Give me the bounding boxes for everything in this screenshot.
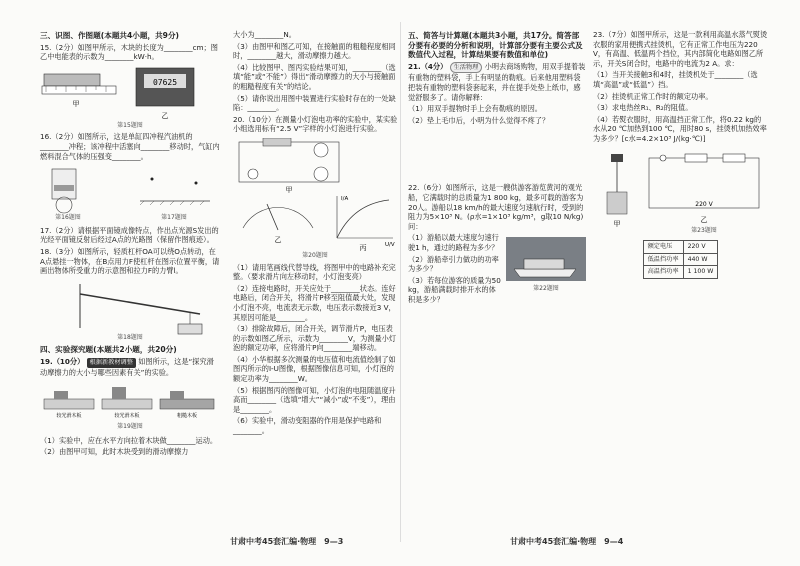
fig19-label-b: 较光滑木板 — [114, 413, 140, 420]
right-column-2 — [593, 30, 768, 281]
fig16-caption: 第16题图 — [55, 214, 81, 222]
fig23-caption: 第23题图 — [691, 226, 717, 234]
page-divider — [400, 22, 401, 542]
right-column-1 — [408, 30, 586, 306]
ruler — [42, 86, 116, 94]
left-footer: 甘肃中考45套汇编·物理 9—3 — [230, 537, 344, 546]
q22-parts — [408, 233, 502, 306]
q20-part4: （4）小华根据多次测量的电压值和电流值绘制了如图丙所示的I-U图像，根据图像信息可知，小灯泡的额定功率为________W。 — [233, 354, 396, 384]
fig19-label-a: 较光滑木板 — [56, 413, 82, 420]
q20-part6: （6）实验中，滑动变阻器的作用是保护电路和________。 — [233, 416, 382, 436]
fig15-label-b: 乙 — [161, 111, 169, 120]
voltmeter-a — [314, 143, 328, 157]
q22-body — [408, 233, 586, 306]
question-20: 20.（10分）在测量小灯泡电功率的实验中，某实验小组选用标有“2.5 V”字样的小灯泡进行实验。 — [233, 114, 398, 134]
point-source-s — [151, 178, 154, 181]
fig22-caption: 第22题图 — [533, 285, 559, 293]
fig20-label-jia: 甲 — [285, 185, 293, 194]
meter-reading: 07625 — [152, 77, 178, 87]
question-19 — [40, 357, 220, 377]
block-a — [54, 391, 68, 399]
fig19-label-c: 粗糙木板 — [176, 413, 198, 420]
figure-15 — [40, 66, 218, 128]
section3-title: 三、识图、作图题(本题共4小题，共9分) — [40, 31, 180, 40]
q21-part2: （2）垫上毛巾后，小明为什么觉得不疼了？ — [408, 115, 550, 125]
table-row — [643, 266, 718, 279]
q19-text: 如图所示，这是“探究滑动摩擦力的大小与哪些因素有关”的实验。 — [40, 356, 214, 377]
graph-y-label: I/A — [341, 195, 349, 202]
crankshaft — [56, 197, 72, 213]
q21-number: 21.（4分） — [408, 61, 448, 71]
bulb — [248, 169, 258, 179]
figure-20 — [233, 138, 398, 258]
figure-19 — [40, 381, 218, 431]
q23-part1: （1）当开关接触3和4时，挂烫机处于________（选填“高温”或“低温”）挡。 — [593, 70, 758, 89]
section4-title: 四、实验探究题(本题共2小题，共20分) — [40, 345, 177, 355]
figure-18 — [40, 280, 218, 340]
fig15-caption: 第15题图 — [117, 121, 143, 128]
q22-part1: （1）游船以最大速度匀速行驶1 h，通过的路程为多少？ — [408, 233, 499, 252]
question-17: 17.（2分）请根据平面镜成像特点，作出点光源S发出的光经平面镜反射后经过A点的光路图（保留作图痕迹）。 — [40, 225, 219, 245]
figure-16-17 — [40, 165, 218, 221]
spec-value: 220 V — [683, 241, 718, 254]
iu-curve — [337, 200, 389, 238]
fig23-label-jia: 甲 — [613, 219, 621, 228]
fig18-caption: 第18题图 — [117, 333, 143, 340]
engine-cylinder — [52, 169, 76, 199]
fig15-label-a: 甲 — [72, 99, 80, 108]
q20-part5: （5）根据图丙的图像可知，小灯泡的电阻随温度升高而________（选填“增大”“减小”或“不变”），理由是________。 — [233, 385, 396, 414]
voltmeter-dial — [243, 207, 313, 228]
question-21 — [408, 62, 586, 102]
steamer-head — [611, 154, 623, 162]
question-15: 15.（2分）如图甲所示，木块的长度为________cm；图乙中电能表的示数为________kW·h。 — [40, 42, 218, 62]
q19-part3: （3）由图甲和图乙可知，在接触面的粗糙程度相同时，________越大，滑动摩擦力越大。 — [233, 41, 396, 61]
circuit-voltage: 220 V — [695, 200, 713, 208]
q23-part4: （4）若熨衣服时，用高温挡正常工作，将0.22 kg的水从20 ℃加热到100 ℃，用时80 s，挂烫机加热效率为多少？[c水=4.2×10³ J/(kg·℃)] — [593, 114, 767, 143]
spec-value: 440 W — [683, 253, 718, 266]
fig17-caption: 第17题图 — [161, 214, 187, 222]
section5-title: 五、简答与计算题(本题共3小题，共17分。简答部分要有必要的分析和说明，计算部分要有主要公式及数值代入过程，计算结果要有数值和单位) — [408, 31, 583, 60]
q20-part3: （3）排除故障后，闭合开关，调节滑片P，电压表的示数如图乙所示，示数为________V，为测量小灯泡的额定功率，应将滑片P向________端移动。 — [233, 324, 397, 353]
q19-part4: （4）比较图甲、图丙实验结果可知，________（选填“能”或“不能”）得出“滑动摩擦力的大小与接触面的粗糙程度有关”的结论。 — [233, 62, 396, 91]
boat-cabin — [524, 259, 564, 269]
q19-number: 19.（10分） — [40, 356, 85, 366]
question-22: 22.（6分）如图所示，这是一艘供游客游览黄河的观光船，它满载时的总质量为1 800 kg，最多可载的游客为20人。游船以18 km/h的最大速度匀速航行时，受到的阻力为5×10³ N。(ρ水=1×10³ kg/m³，g取10 N/kg)问： — [408, 183, 584, 231]
left-column-1 — [40, 30, 220, 459]
figure-23 — [593, 148, 768, 234]
figure-22 — [506, 233, 586, 293]
q23-part2: （2）挂烫机正常工作时的额定功率。 — [593, 91, 713, 101]
q19-part2: （2）由图甲可知，此时木块受到的滑动摩擦力 — [40, 447, 189, 457]
fig19-caption: 第19题图 — [117, 423, 143, 431]
resistor-r1 — [685, 154, 707, 162]
block-b — [112, 387, 126, 399]
q19-part1: （1）实验中，应在水平方向拉着木块做________运动。 — [40, 435, 218, 445]
block-c — [170, 391, 184, 399]
q19-part5: （5）请你说出用图中装置进行实验时存在的一处缺陷：________。 — [233, 93, 396, 113]
fig20-caption: 第20题图 — [302, 251, 328, 258]
board-c — [160, 399, 214, 409]
q19-badge: 根据新教材调整 — [87, 358, 136, 368]
board-b — [102, 399, 152, 409]
spec-value: 1 100 W — [683, 266, 718, 279]
spec-label: 额定电压 — [643, 241, 683, 254]
fig23-label-yi: 乙 — [700, 215, 708, 224]
question-23: 23.（7分）如图甲所示，这是一款利用高温水蒸气熨烫衣服的家用便携式挂烫机，它有正常工作电压为220 V，有高温、低温两个挡位，其内部简化电路如图乙所示，开关S闭合时，电路中的电流为2 A。求： — [593, 30, 768, 68]
spec-table — [643, 240, 719, 279]
q21-part1: （1）用双手提物时手上会有勒痕的原因。 — [408, 104, 542, 114]
steamer-base — [607, 192, 627, 214]
q19-continued: 大小为________N。 — [233, 30, 296, 39]
piston — [54, 185, 74, 191]
resistor-r2 — [723, 154, 745, 162]
q21-text: 小明去商场购物，用双手提着装有重物的塑料袋，手上有明显的勒痕。后来他用塑料袋把装有重物的塑料袋套起来，并在提手处垫上纸巾，感觉舒服多了。请你解释： — [408, 61, 586, 102]
rotary-switch — [660, 155, 666, 161]
left-column-2 — [233, 30, 398, 438]
fig20-label-bing: 丙 — [359, 243, 367, 252]
fig20-label-yi: 乙 — [274, 235, 282, 244]
board-a — [44, 399, 94, 409]
right-footer: 甘肃中考45套汇编·物理 9—4 — [510, 537, 624, 546]
lever — [80, 294, 200, 314]
rheostat — [263, 138, 291, 146]
question-18: 18.（3分）如图所示，轻质杠杆OA可以绕O点转动，在A点悬挂一物体，在B点用力F使杠杆在图示位置平衡，请画出物体所受重力的示意图和拉力F的力臂l。 — [40, 246, 220, 276]
spec-label: 低温挡功率 — [643, 253, 683, 266]
tour-boat — [514, 269, 576, 277]
q22-part2: （2）游船牵引力做功的功率为多少？ — [408, 254, 499, 274]
spec-label: 高温挡功率 — [643, 266, 683, 279]
q21-badge: 生活物理 — [450, 62, 483, 74]
ammeter — [314, 167, 328, 181]
q21-answer-space — [408, 127, 586, 183]
question-16: 16.（2分）如图所示，这是单缸四冲程汽油机的________冲程；该冲程中活塞向________移动时，气缸内燃料混合气体的压强变________。 — [40, 132, 220, 161]
q22-part3: （3）若每位游客的质量为50 kg，游船满载时排开水的体积是多少？ — [408, 275, 501, 304]
hanging-object — [178, 324, 202, 334]
q23-part3: （3）求电热丝R₁、R₂的阻值。 — [593, 103, 693, 113]
table-row — [643, 241, 718, 254]
wood-block — [44, 74, 100, 86]
table-row — [643, 253, 718, 266]
point-a — [195, 182, 198, 185]
graph-x-label: U/V — [385, 241, 395, 248]
q20-part1: （1）请用笔画线代替导线，将图甲中的电路补充完整。（要求滑片向左移动时，小灯泡变亮） — [233, 262, 396, 282]
q20-part2: （2）连接电路时，开关应处于________状态。连好电路后，闭合开关，将滑片P移至阻值最大处，发现小灯泡不亮，电流表无示数，电压表示数接近3 V，其原因可能是________。 — [233, 283, 396, 322]
